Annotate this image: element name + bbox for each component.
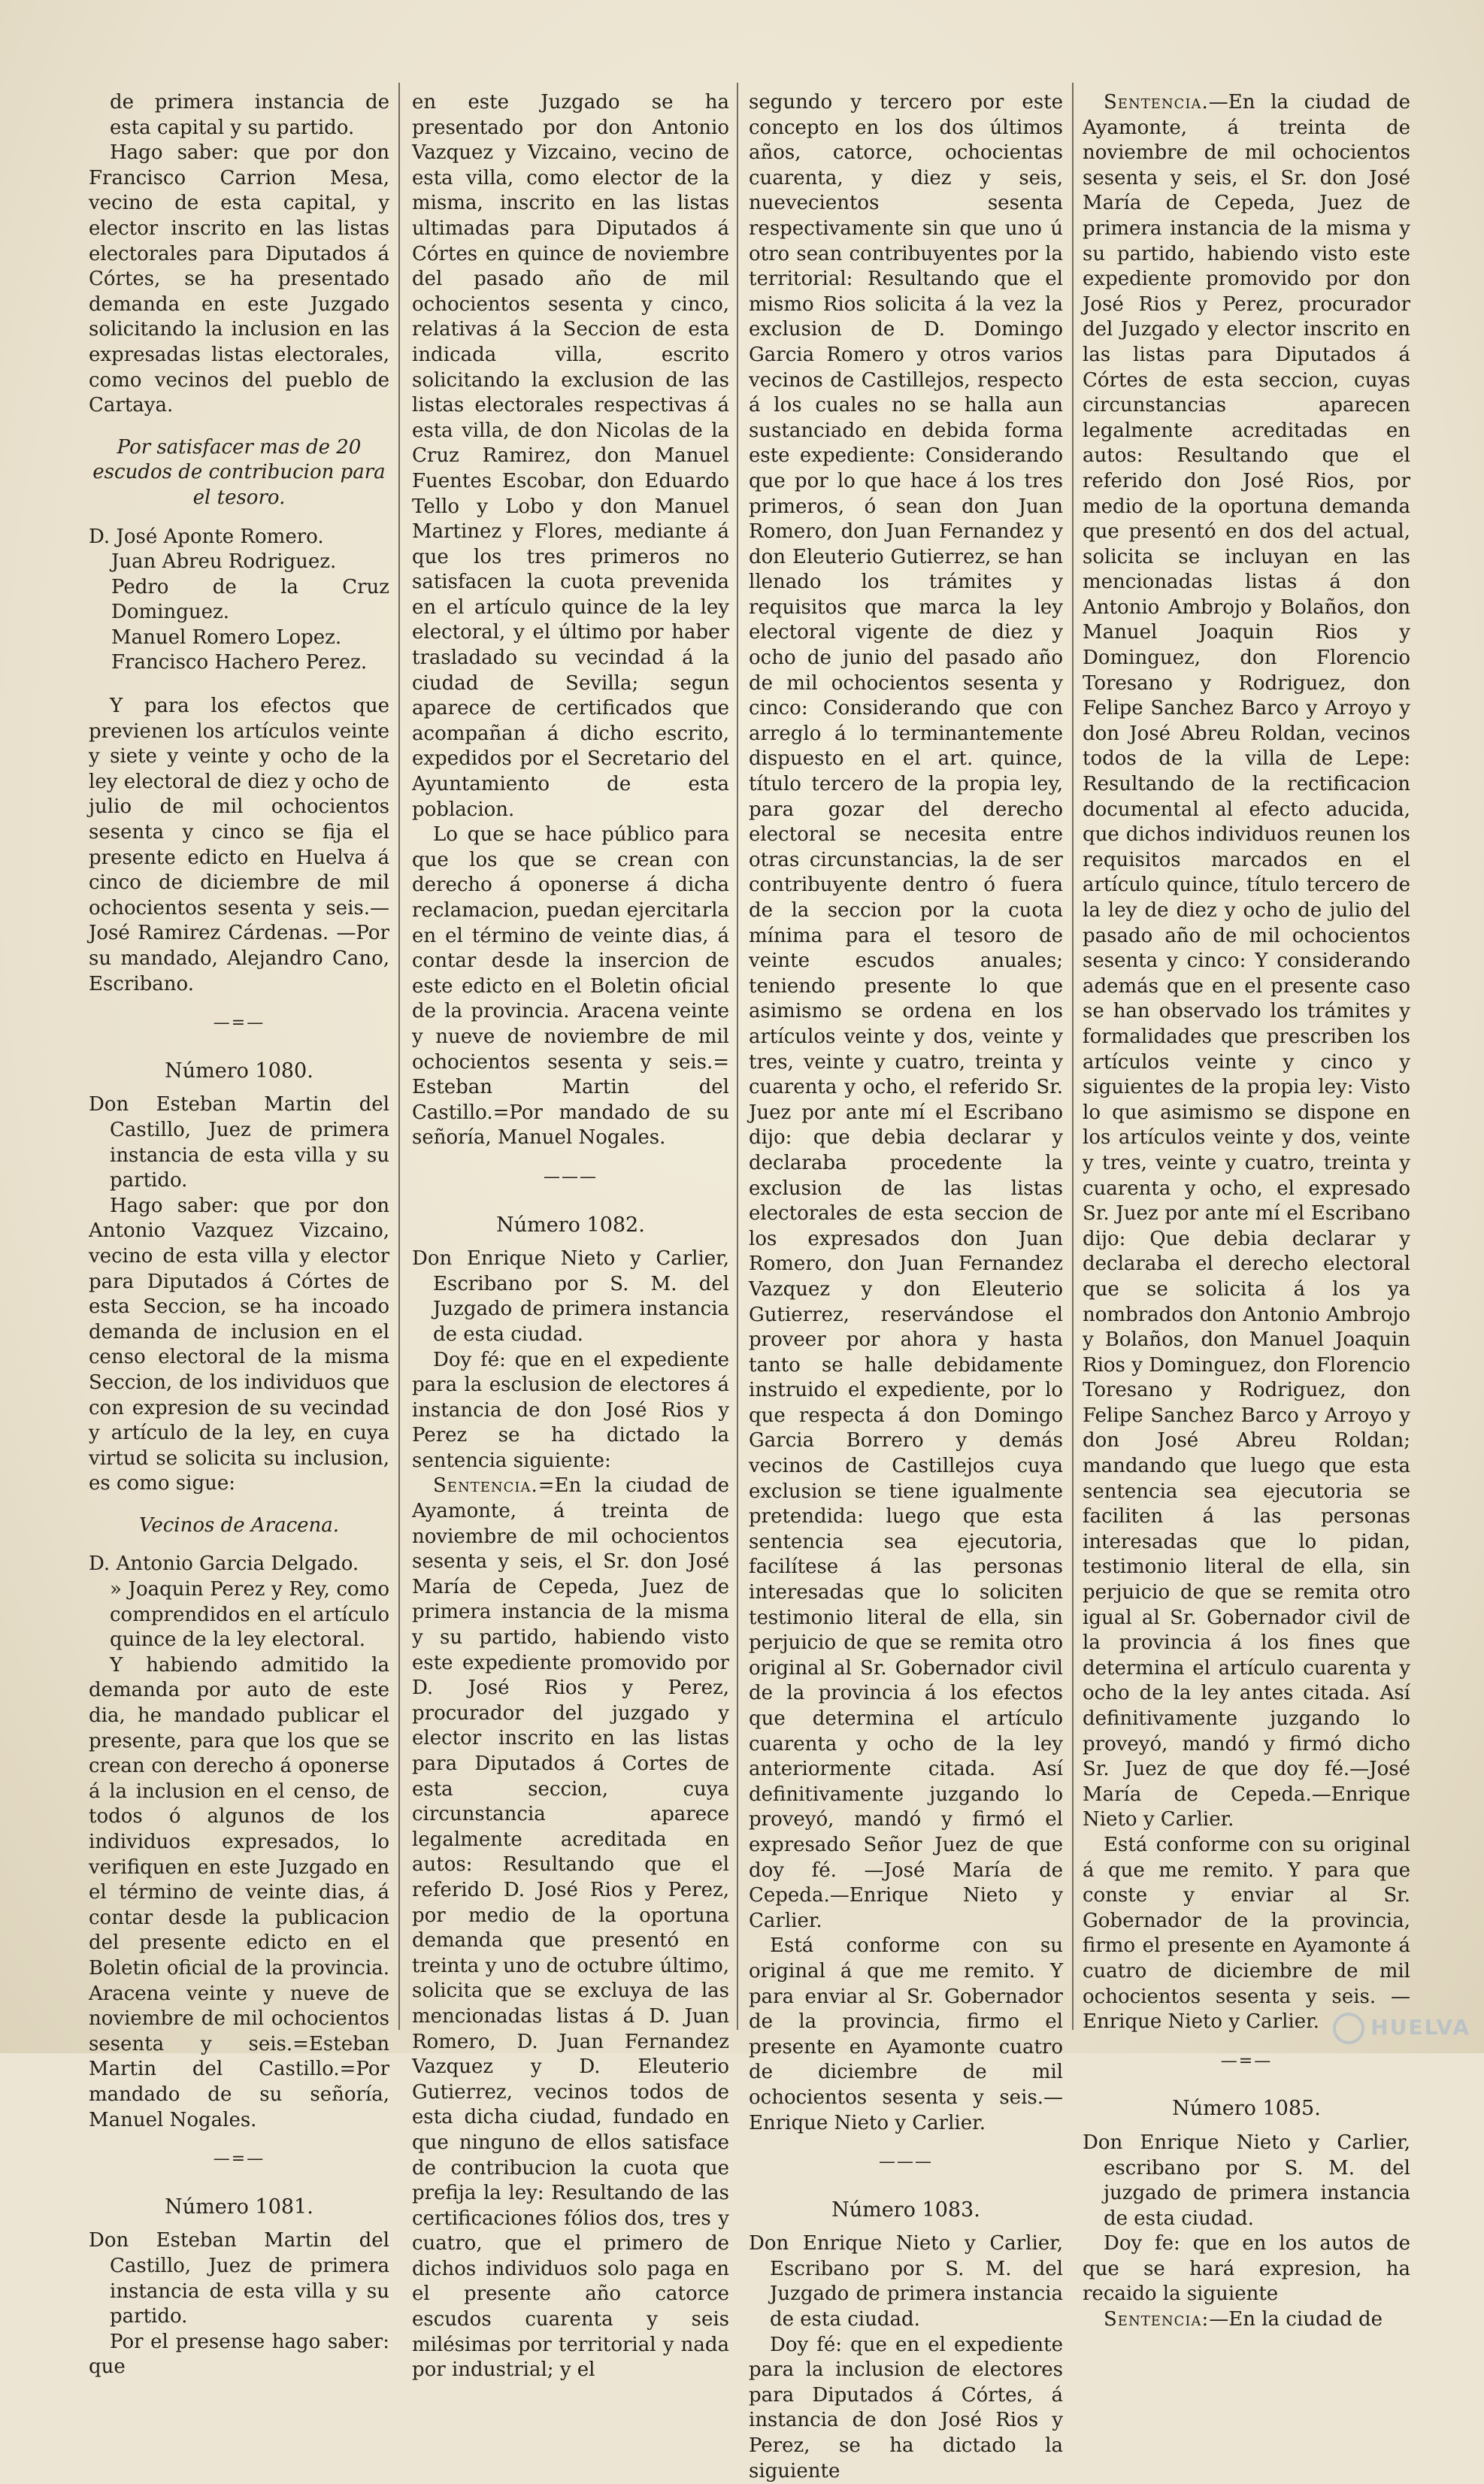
- sentence-text: —En la ciudad de: [1209, 2308, 1383, 2331]
- paragraph: Y habiendo admitido la demanda por auto de este dia, he mandado publicar el presente, para que los que se crean con derecho á oponerse á la inclusion en el censo, de todos ó algunos de los individuos expresados, lo verifiquen en este Juzgado en el término de veinte dias, á contar desde la publicacion del presente edicto en el Boletin oficial de la provincia. Aracena veinte y nueve de noviembre de mil ochocientos sesenta y seis.=Esteban Martin del Castillo.=Por mandado de su señoría, Manuel Nogales.: [89, 1653, 389, 2131]
- name-entry: D. Antonio Garcia Delgado.: [89, 1552, 359, 1576]
- paragraph: [1083, 90, 1410, 1833]
- paragraph: Por el presense hago saber: que: [89, 2330, 389, 2379]
- notice-number: Número 1080.: [165, 1059, 313, 1083]
- sentence-label: Sentencia:: [1104, 2308, 1210, 2331]
- archive-watermark: [1333, 2013, 1470, 2044]
- seal-icon: [1333, 2013, 1364, 2044]
- separator: —=—: [1220, 2051, 1273, 2071]
- paragraph: Lo que se hace público para que los que se crean con derecho á oponerse á dicha reclamacion, puedan ejercitarla en el término de veinte dias, á contar desde la insercion de este edicto en el Boletin oficial de la provincia. Aracena veinte y nueve de noviembre de mil ochocientos sesenta y seis.= Esteban Martin del Castillo.=Por mandado de su señoría, Manuel Nogales.: [412, 823, 729, 1150]
- paragraph: [1083, 2307, 1410, 2333]
- separator: ———: [544, 1167, 598, 1186]
- paragraph: Doy fe: que en los autos de que se hará expresion, ha recaido la siguiente: [1083, 2232, 1410, 2306]
- column-rule: [1072, 83, 1074, 2030]
- separator: ———: [879, 2152, 933, 2172]
- sentence-text: —En la ciudad de Ayamonte, á treinta de noviembre de mil ochocientos sesenta y seis, el Sr. don José María de Cepeda, Juez de primera instancia de la misma y su partido, habiendo visto este expediente promovido por don José Rios y Perez, procurador del Juzgado y elector inscrito en las listas para Diputados á Córtes de esta seccion, cuyas circunstancias aparecen legalmente acreditadas en autos: Resultando que el referido don José Rios, por medio de la oportuna demanda que presentó en dos del actual, solicita se incluyan en las mencionadas listas á don Antonio Ambrojo y Bolaños, don Manuel Joaquin Rios y Dominguez, don Florencio Toresano y Rodriguez, don Felipe Sanchez Barco y Arroyo y don José Abreu Roldan, vecinos todos de la villa de Lepe: Resultando de la rectificacion documental al efecto aducida, que dichos individuos reunen los requisitos marcados en el artículo quince, título tercero de la ley de diez y ocho de julio del pasado año de mil ochocientos sesenta y cinco: Y considerando además que en el presente caso se han observado los trámites y formalidades que prescriben los artículos veinte y cinco y siguientes de la propia ley: Visto lo que asimismo se dispone en los artículos veinte y dos, veinte y tres, veinte y cuatro, treinta y cuarenta y ocho, el expresado Sr. Juez por ante mí el Escribano dijo: Que debia declarar y declaraba el derecho electoral que se solicita á los ya nombrados don Antonio Ambrojo y Bolaños, don Manuel Joaquin Rios y Dominguez, don Florencio Toresano y Rodriguez, don Felipe Sanchez Barco y Arroyo y don José Abreu Roldan; mandando que luego que esta sentencia sea ejecutoria se faciliten á las personas interesadas que lo pidan, testimonio literal de ella, sin perjuicio de que se remita otro igual al Sr. Gobernador civil de la provincia á los fines que determina el artículo cuarenta y ocho de la ley antes citada. Así definitivamente juzgando lo proveyó, mandó y firmó dicho Sr. Juez de que doy fé.—José María de Cepeda.—Enrique Nieto y Carlier.: [1083, 91, 1410, 1831]
- paragraph: [412, 1474, 729, 2383]
- column-rule: [398, 83, 400, 2030]
- section-subheading: Por satisfacer mas de 20 escudos de contribucion para el tesoro.: [92, 435, 386, 509]
- notice-heading: Don Esteban Martin del Castillo, Juez de primera instancia de esta villa y su partido.: [89, 2229, 389, 2328]
- sentence-text: =En la ciudad de Ayamonte, á treinta de noviembre de mil ochocientos sesenta y seis, el Sr. don José María de Cepeda, Juez de primera instancia de la misma y su partido, habiendo visto este expediente promovido por D. José Rios y Perez, procurador del juzgado y elector inscrito en las listas para Diputados á Cortes de esta seccion, cuya circunstancia aparece legalmente acreditada en autos: Resultando que el referido D. José Rios y Perez, por medio de la oportuna demanda que presentó en treinta y uno de octubre último, solicita que se excluya de las mencionadas listas á D. Juan Romero, D. Juan Fernandez Vazquez y D. Eleuterio Gutierrez, vecinos todos de esta dicha ciudad, fundado en que ninguno de ellos satisface de contribucion la cuota que prefija la ley: Resultando de las certificaciones fólios dos, tres y cuatro, que el primero de dichos individuos solo paga en el presente año catorce escudos cuarenta y seis milésimas por territorial y nada por industrial; y el: [412, 1474, 729, 2382]
- paragraph: de primera instancia de esta capital y su partido.: [110, 91, 389, 139]
- separator: —=—: [213, 1013, 265, 1033]
- paragraph: Doy fé: que en el expediente para la esclusion de electores á instancia de don José Rios y Perez se ha dictado la sentencia siguiente:: [412, 1348, 729, 1472]
- notice-heading: Don Enrique Nieto y Carlier, escribano por S. M. del juzgado de primera instancia de esta ciudad.: [1083, 2131, 1410, 2230]
- separator: —=—: [213, 2149, 265, 2169]
- section-subheading: Vecinos de Aracena.: [138, 1513, 340, 1537]
- watermark-text: HUELVA: [1370, 2015, 1470, 2040]
- name-entry: Pedro de la Cruz Dominguez.: [111, 575, 389, 624]
- paragraph: Hago saber: que por don Antonio Vazquez Vizcaino, vecino de esta villa y elector para Diputados á Córtes de esta Seccion, se ha incoado demanda de inclusion en el censo electoral de la misma Seccion, de los individuos que con expresion de su vecindad y artículo de la ley, en cuya virtud se solicita su inclusion, es como sigue:: [89, 1194, 389, 1495]
- paragraph: Está conforme con su original á que me remito. Y para que conste y enviar al Sr. Gobernador de la provincia, firmo el presente en Ayamonte á cuatro de diciembre de mil ochocientos sesenta y seis. —Enrique Nieto y Carlier.: [1083, 1833, 1410, 2034]
- notice-heading: Don Esteban Martin del Castillo, Juez de primera instancia de esta villa y su partido.: [89, 1093, 389, 1192]
- column-1: [89, 90, 389, 2379]
- column-rule: [737, 83, 738, 2030]
- paragraph: segundo y tercero por este concepto en los dos últimos años, catorce, ochocientas cuarenta, y diez y seis, nuevecientos sesenta respectivamente sin que uno ú otro sean contribuyentes por la territorial: Resultando que el mismo Rios solicita á la vez la exclusion de D. Domingo Garcia Romero y otros varios vecinos de Castillejos, respecto á los cuales no se halla aun sustanciado en debida forma este expediente: Considerando que por lo que hace á los tres primeros, ó sean don Juan Romero, don Juan Fernandez y don Eleuterio Gutierrez, se han llenado los trámites y requisitos que marca la ley electoral vigente de diez y ocho de junio del pasado año de mil ochocientos sesenta y cinco: Considerando que con arreglo á lo terminantemente dispuesto en el art. quince, título tercero de la propia ley, para gozar del derecho electoral se necesita entre otras circunstancias, la de ser contribuyente dentro ó fuera de la seccion por la cuota mínima para el tesoro de veinte escudos anuales; teniendo presente lo que asimismo se ordena en los artículos veinte y dos, veinte y tres, veinte y cuatro, treinta y cuarenta y ocho, el referido Sr. Juez por ante mí el Escribano dijo: que debia declarar y declaraba procedente la exclusion de las listas electorales de esta seccion de los expresados don Juan Romero, don Juan Fernandez Vazquez y don Eleuterio Gutierrez, reservándose el proveer por ahora y hasta tanto se halle debidamente instruido el expediente, por lo que respecta á don Domingo Garcia Borrero y demás vecinos de Castillejos cuya exclusion se tiene igualmente pretendida: luego que esta sentencia sea ejecutoria, facilítese á las personas interesadas que lo soliciten testimonio literal de ella, sin perjuicio de que se remita otro original al Sr. Gobernador civil de la provincia á los efectos que determina el artículo cuarenta y ocho de la ley anteriormente citada. Así definitivamente juzgando lo proveyó, mandó y firmó el expresado Señor Juez de que doy fé. —José María de Cepeda.—Enrique Nieto y Carlier.: [749, 91, 1063, 1932]
- name-entry: Francisco Hachero Perez.: [111, 651, 368, 674]
- notice-number: Número 1085.: [1172, 2097, 1321, 2121]
- column-3: [749, 90, 1063, 2482]
- name-entry: Manuel Romero Lopez.: [111, 626, 342, 649]
- name-entry: D. José Aponte Romero.: [89, 525, 324, 548]
- notice-number: Número 1082.: [496, 1213, 645, 1237]
- sentence-label: Sentencia.: [433, 1474, 538, 1498]
- notice-number: Número 1083.: [831, 2198, 980, 2222]
- name-entry: Juan Abreu Rodriguez.: [111, 550, 337, 574]
- notice-heading: Don Enrique Nieto y Carlier, Escribano por S. M. del Juzgado de primera instancia de esta ciudad.: [749, 2232, 1063, 2331]
- paragraph: Hago saber: que por don Francisco Carrion Mesa, vecino de esta capital, y elector inscrito en las listas electorales para Diputados á Córtes, se ha presentado demanda en este Juzgado solicitando la inclusion en las expresadas listas electorales, como vecinos del pueblo de Cartaya.: [89, 141, 389, 417]
- paragraph: Doy fé: que en el expediente para la inclusion de electores para Diputados á Córtes, á instancia de don José Rios y Perez, se ha dictado la siguiente: [749, 2333, 1063, 2482]
- column-2: [412, 90, 729, 2382]
- column-4: [1083, 90, 1410, 2331]
- notice-number: Número 1081.: [165, 2195, 313, 2219]
- paragraph: Y para los efectos que previenen los artículos veinte y siete y veinte y ocho de la ley electoral de diez y ocho de julio de mil ochocientos sesenta y cinco se fija el presente edicto en Huelva á cinco de diciembre de mil ochocientos sesenta y seis.—José Ramirez Cárdenas. —Por su mandado, Alejandro Cano, Escribano.: [89, 695, 389, 995]
- name-entry: » Joaquin Perez y Rey, como comprendidos en el artículo quince de la ley electoral.: [110, 1578, 389, 1652]
- notice-heading: Don Enrique Nieto y Carlier, Escribano por S. M. del Juzgado de primera instancia de esta ciudad.: [412, 1247, 729, 1346]
- paragraph: en este Juzgado se ha presentado por don Antonio Vazquez y Vizcaino, vecino de esta villa, como elector de la misma, inscrito en las listas ultimadas para Diputados á Córtes en quince de noviembre del pasado año de mil ochocientos sesenta y cinco, relativas á la Seccion de esta indicada villa, escrito solicitando la exclusion de las listas electorales respectivas á esta villa, de don Nicolas de la Cruz Ramirez, don Manuel Fuentes Escobar, don Eduardo Tello y Lobo y don Manuel Martinez y Flores, mediante á que los tres primeros no satisfacen la cuota prevenida en el artículo quince de la ley electoral, y el último por haber trasladado su vecindad á la ciudad de Sevilla; segun aparece de certificados que acompañan á dicho escrito, expedidos por el Secretario del Ayuntamiento de esta poblacion.: [412, 91, 729, 821]
- paragraph: Está conforme con su original á que me remito. Y para enviar al Sr. Gobernador de la provincia, firmo el presente en Ayamonte cuatro de diciembre de mil ochocientos sesenta y seis.—Enrique Nieto y Carlier.: [749, 1934, 1063, 2134]
- sentence-label: Sentencia.: [1104, 91, 1209, 114]
